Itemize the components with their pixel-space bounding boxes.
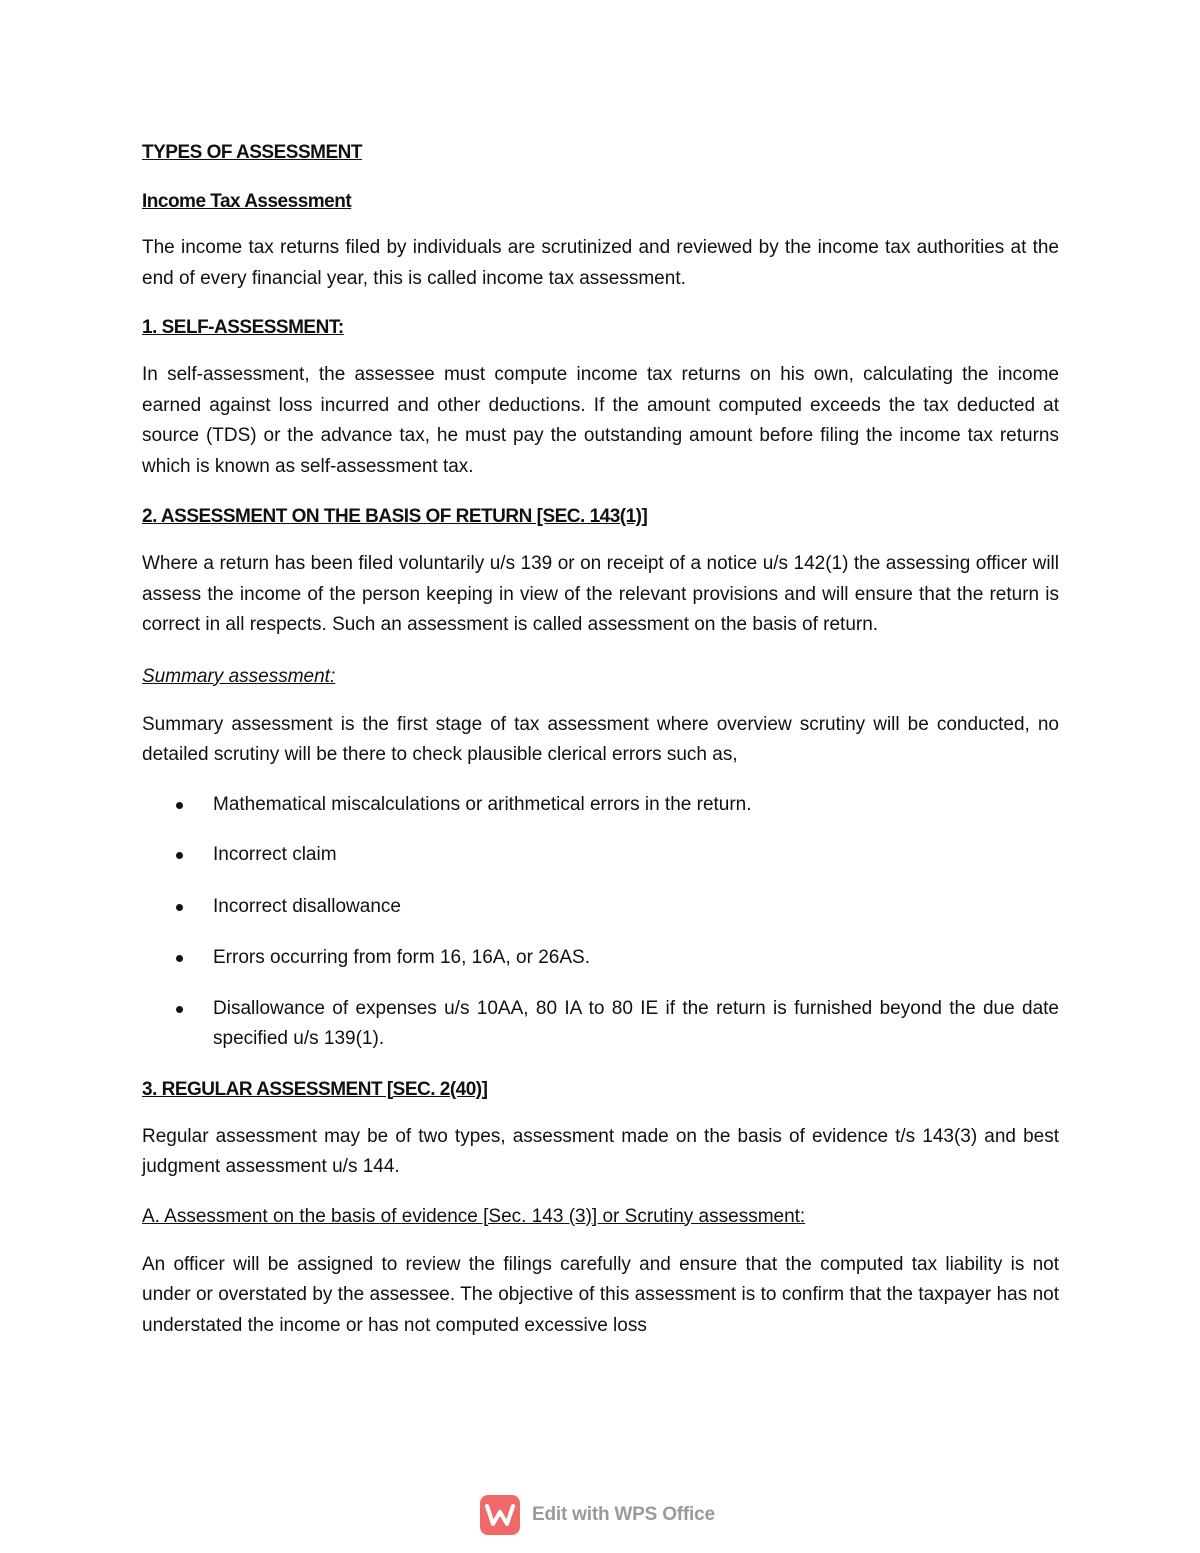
- scrutiny-assessment-body: An officer will be assigned to review the filings carefully and ensure that the computed tax liability is not under or overstated by the assessee. The objective of this assessment is to confirm that the taxpayer has not understated the income or has not computed excessive loss: [142, 1253, 1059, 1336]
- list-item: Disallowance of expenses u/s 10AA, 80 IA to 80 IE if the return is furnished beyond the due date specified u/s 139(1).: [142, 994, 1059, 1055]
- list-item: Incorrect disallowance: [142, 892, 1059, 923]
- section-1-body: In self-assessment, the assessee must compute income tax returns on his own, calculating the income earned against loss incurred and other deductions. If the amount computed exceeds the tax deducted at source (TDS) or the advance tax, he must pay the outstanding amount before filing the income tax returns which is known as self-assessment tax.: [142, 364, 1059, 477]
- list-item: Mathematical miscalculations or arithmetical errors in the return.: [142, 790, 1059, 821]
- wps-logo-icon: [480, 1495, 520, 1535]
- document-subtitle: Income Tax Assessment: [142, 191, 352, 212]
- document-page: [142, 140, 1059, 1341]
- summary-assessment-body: Summary assessment is the first stage of tax assessment where overview scrutiny will be conducted, no detailed scrutiny will be there to check plausible clerical errors such as,: [142, 713, 1059, 765]
- wps-watermark[interactable]: [480, 1494, 715, 1536]
- bullet-icon: [176, 904, 183, 911]
- document-title: TYPES OF ASSESSMENT: [142, 142, 362, 163]
- section-1-heading: 1. SELF-ASSESSMENT:: [142, 317, 344, 338]
- wps-watermark-label: Edit with WPS Office: [532, 1504, 715, 1525]
- section-2-heading: 2. ASSESSMENT ON THE BASIS OF RETURN [SEC. 143(1)]: [142, 506, 648, 527]
- intro-paragraph: The income tax returns filed by individuals are scrutinized and reviewed by the income tax authorities at the end of every financial year, this is called income tax assessment.: [142, 237, 1059, 289]
- list-item: Errors occurring from form 16, 16A, or 26AS.: [142, 943, 1059, 974]
- bullet-icon: [176, 852, 183, 859]
- section-3-body: Regular assessment may be of two types, assessment made on the basis of evidence t/s 143(3) and best judgment assessment u/s 144.: [142, 1125, 1059, 1177]
- list-item: Incorrect claim: [142, 840, 1059, 871]
- section-3-heading: 3. REGULAR ASSESSMENT [SEC. 2(40)]: [142, 1078, 488, 1100]
- bullet-icon: [176, 1006, 183, 1013]
- scrutiny-assessment-heading: A. Assessment on the basis of evidence [Sec. 143 (3)] or Scrutiny assessment:: [142, 1205, 806, 1227]
- summary-assessment-heading: Summary assessment:: [142, 665, 336, 687]
- bullet-icon: [176, 802, 183, 809]
- bullet-icon: [176, 955, 183, 962]
- section-2-body: Where a return has been filed voluntarily u/s 139 or on receipt of a notice u/s 142(1) the assessing officer will assess the income of the person keeping in view of the relevant provisions and will ensure that the return is correct in all respects. Such an assessment is called assessment on the basis of return.: [142, 553, 1059, 635]
- error-list: [142, 790, 1059, 1055]
